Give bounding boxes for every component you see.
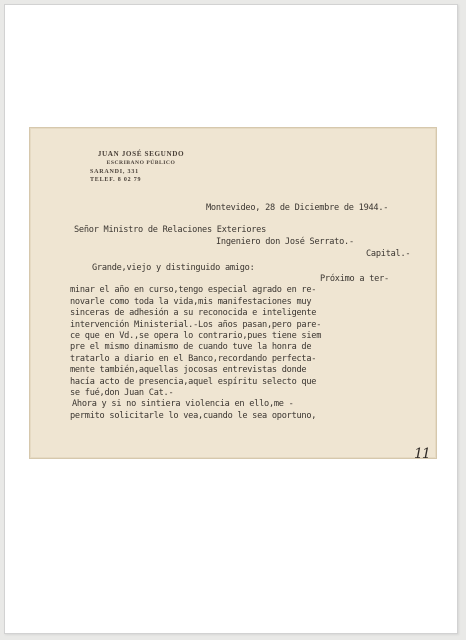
letterhead-phone: TELEF. 8 02 79 (90, 177, 142, 183)
letterhead-name: JUAN JOSÉ SEGUNDO (97, 150, 185, 158)
body-line: Próximo a ter- (320, 274, 389, 284)
handwritten-mark: 11 (414, 446, 430, 462)
body-line: intervención Ministerial.-Los años pasan,pero pare- (70, 319, 322, 330)
body-line: sinceras de adhesión a su reconocida e inteligente (70, 308, 317, 319)
body-line: Ahora y si no sintiera violencia en ello,me - (72, 399, 294, 410)
letter-body (70, 274, 432, 422)
body-line: novarle como toda la vida,mis manifestaciones muy (70, 296, 312, 307)
letter-date: Montevideo, 28 de Diciembre de 1944.- (206, 203, 389, 213)
recipient-line-2: Ingeniero don José Serrato.- (216, 237, 354, 247)
scanned-page (4, 4, 458, 634)
recipient-line-3: Capital.- (366, 249, 411, 259)
letterhead (66, 150, 216, 183)
body-line: mente también,aquellas jocosas entrevistas donde (70, 365, 307, 376)
salutation: Grande,viejo y distinguido amigo: (92, 263, 255, 273)
body-line: tratarlo a diario en el Banco,recordando perfecta- (70, 353, 317, 364)
letterhead-address: SARANDI, 331 (90, 169, 139, 175)
body-line: ce que en Vd.,se opera lo contrario,pues tiene siem (70, 330, 322, 341)
recipient-line-1: Señor Ministro de Relaciones Exteriores (74, 225, 267, 235)
body-line: pre el mismo dinamismo de cuando tuve la honra de (70, 342, 312, 353)
body-line: hacía acto de presencia,aquel espíritu selecto que (70, 376, 317, 387)
letter-card (29, 127, 437, 462)
body-line: minar el año en curso,tengo especial agrado en re- (70, 285, 317, 296)
letterhead-title: ESCRIBANO PÚBLICO (106, 160, 176, 166)
body-line: se fué,don Juan Cat.- (70, 387, 174, 398)
body-line: permito solicitarle lo vea,cuando le sea oportuno, (70, 410, 317, 421)
